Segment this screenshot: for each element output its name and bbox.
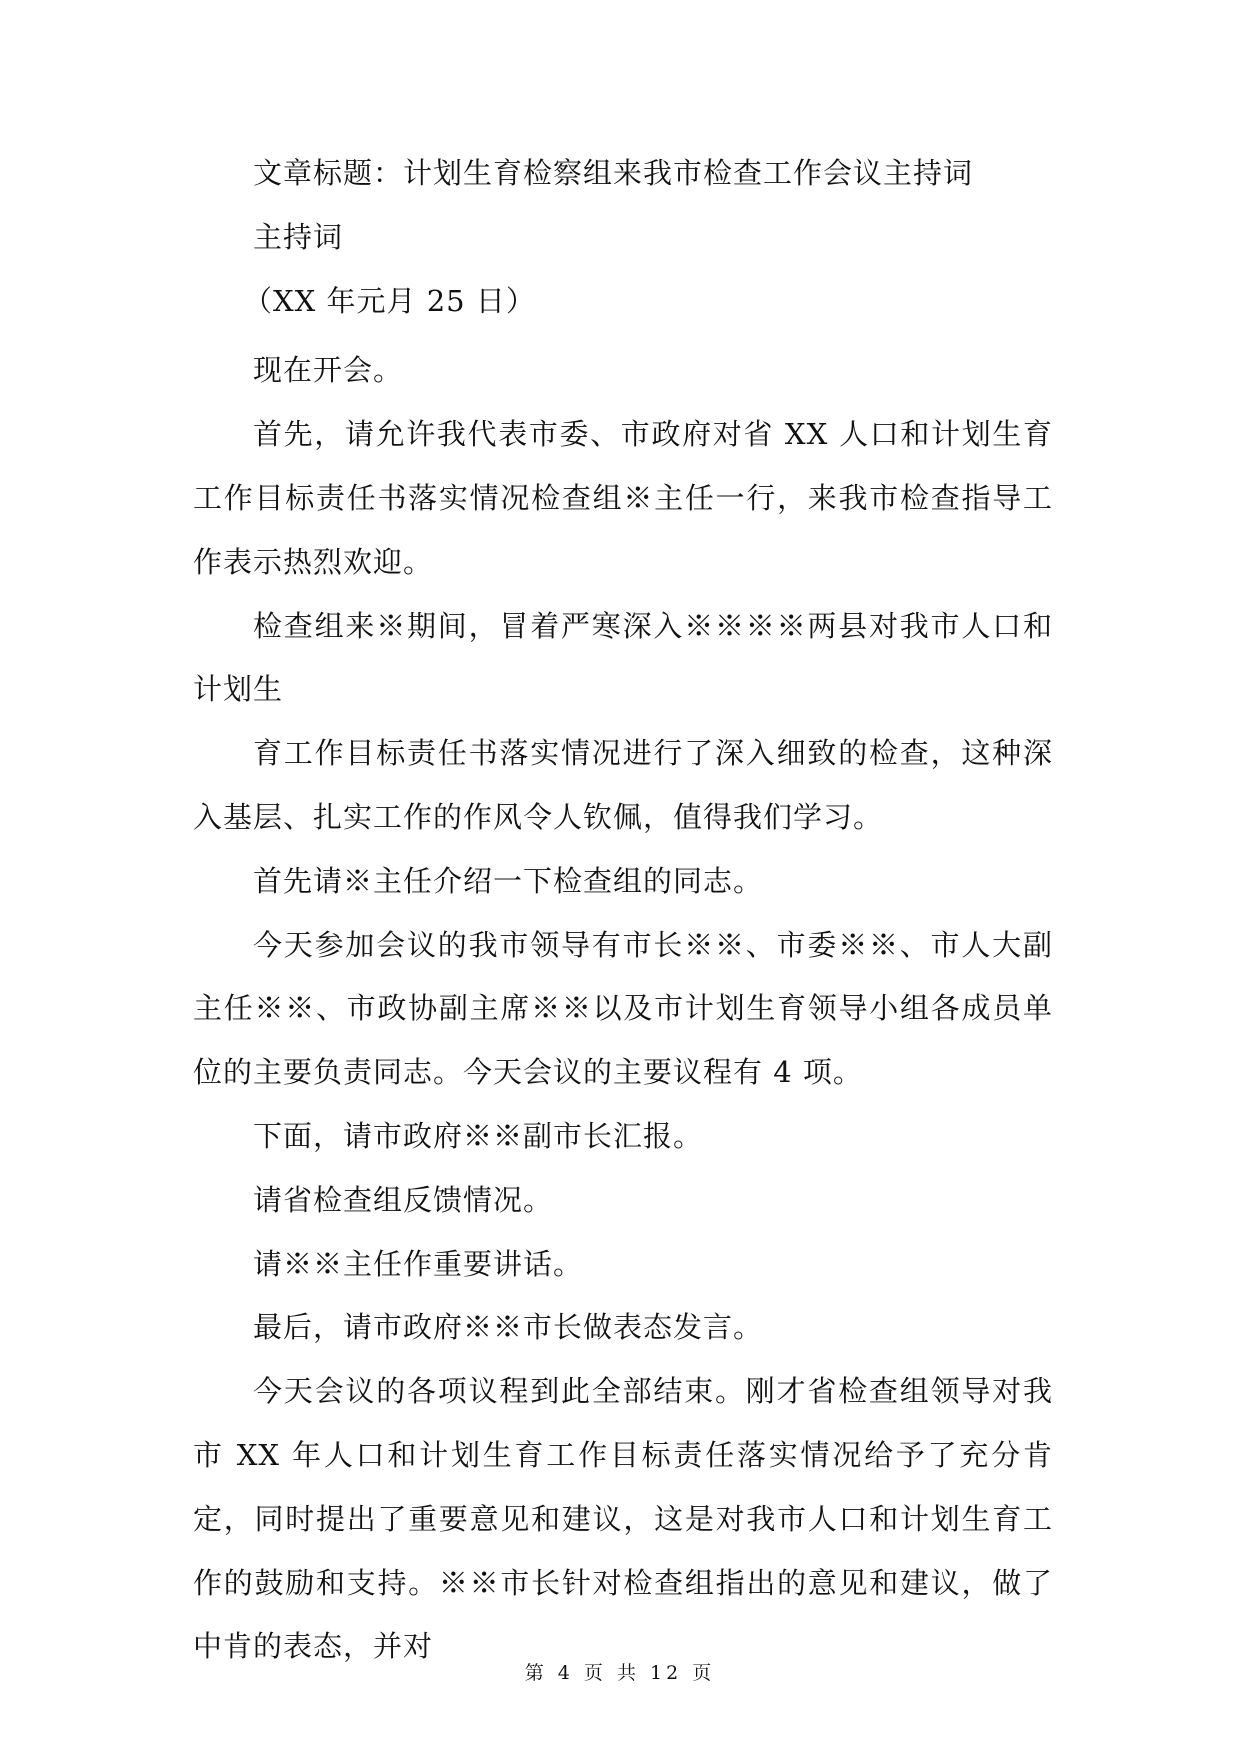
article-title: 文章标题：计划生育检察组来我市检查工作会议主持词 xyxy=(253,156,974,190)
paragraph: 今天会议的各项议程到此全部结束。刚才省检查组领导对我市 XX 年人口和计划生育工作目标责任落实情况给予了充分肯定，同时提出了重要意见和建议，这是对我市人口和计划生育工作的鼓励和支持。※※市长针对检查组指出的意见和建议，做了中肯的表态，并对 xyxy=(193,1374,1053,1664)
paragraph: 首先，请允许我代表市委、市政府对省 XX 人口和计划生育工作目标责任书落实情况检查组※主任一行，来我市检查指导工作表示热烈欢迎。 xyxy=(193,417,1053,579)
page-number: 第 4 页 共 12 页 xyxy=(524,1662,716,1684)
paragraph: 首先请※主任介绍一下检查组的同志。 xyxy=(253,863,764,898)
paragraph: 今天参加会议的我市领导有市长※※、市委※※、市人大副主任※※、市政协副主席※※以及市计划生育领导小组各成员单位的主要负责同志。今天会议的主要议程有 4 项。 xyxy=(193,927,1053,1090)
paragraph: 下面，请市政府※※副市长汇报。 xyxy=(253,1118,704,1153)
paragraph: 最后，请市政府※※市长做表态发言。 xyxy=(253,1310,764,1345)
paragraph: 育工作目标责任书落实情况进行了深入细致的检查，这种深入基层、扎实工作的作风令人钦佩，值得我们学习。 xyxy=(193,736,1053,834)
paragraph: 请※※主任作重要讲话。 xyxy=(253,1246,584,1281)
heading: 主持词 xyxy=(253,219,344,254)
paragraph: 现在开会。 xyxy=(253,353,404,388)
paragraph: 请省检查组反馈情况。 xyxy=(253,1182,554,1217)
document-body xyxy=(193,148,1053,1679)
paragraph: 检查组来※期间，冒着严寒深入※※※※两县对我市人口和计划生 xyxy=(193,608,1053,707)
date-line: （XX 年元月 25 日） xyxy=(243,283,536,318)
